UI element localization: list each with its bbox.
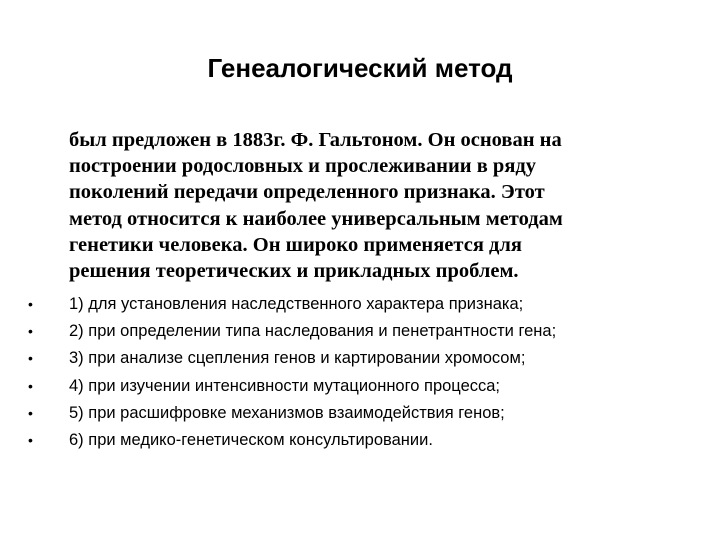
list-item-text: 1) для установления наследственного характера признака;: [69, 295, 524, 313]
intro-line: построении родословных и прослеживании в ряду: [69, 155, 537, 178]
bullet-icon: •: [28, 350, 33, 367]
list-item-text: 3) при анализе сцепления генов и картировании хромосом;: [69, 349, 526, 368]
intro-paragraph: [69, 127, 669, 284]
bullet-icon: •: [28, 404, 33, 421]
bullet-list: [0, 291, 720, 454]
intro-line: был предложен в 1883г. Ф. Гальтоном. Он основан на: [69, 129, 562, 151]
list-item-text: 5) при расшифровке механизмов взаимодействия генов;: [69, 403, 505, 422]
list-item: [0, 400, 720, 427]
list-item: [0, 373, 720, 400]
bullet-icon: •: [28, 431, 33, 448]
list-item: [0, 427, 720, 454]
list-item: [0, 345, 720, 372]
intro-line: метод относится к наиболее универсальным методам: [69, 207, 563, 230]
slide-title: Генеалогический метод: [207, 53, 513, 83]
bullet-icon: •: [28, 377, 33, 394]
list-item-text: 4) при изучении интенсивности мутационного процесса;: [69, 376, 501, 395]
bullet-icon: •: [28, 323, 33, 340]
list-item: [0, 291, 720, 318]
list-item-text: 6) при медико-генетическом консультировании.: [69, 430, 433, 449]
list-item-text: 2) при определении типа наследования и пенетрантности гена;: [69, 322, 557, 341]
intro-line: генетики человека. Он широко применяется для: [69, 233, 523, 256]
bullet-icon: •: [28, 296, 33, 312]
intro-line: поколений передачи определенного признака. Этот: [69, 181, 545, 204]
intro-line: решения теоретических и прикладных проблем.: [69, 260, 519, 283]
list-item: [0, 318, 720, 345]
